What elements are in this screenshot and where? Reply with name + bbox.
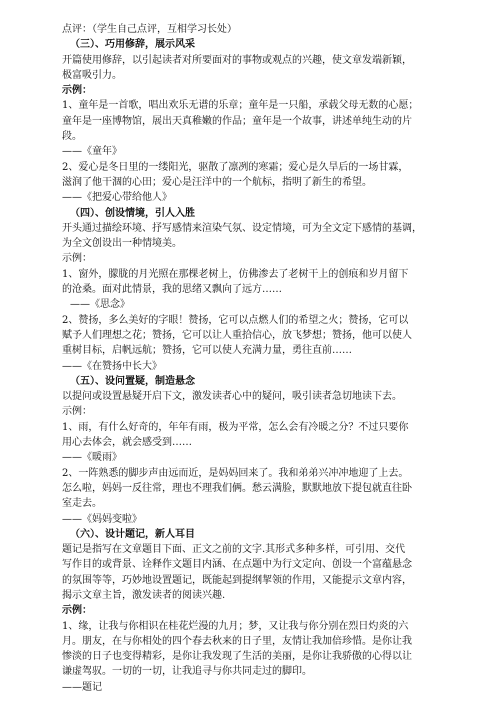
- text-line: ——题记: [62, 681, 102, 693]
- section-heading: （四）、创设情境，引人入胜: [70, 207, 195, 219]
- text-line: 示例：: [62, 406, 92, 418]
- text-line: 题记是指写在文章题目下面、正文之前的文字.其形式多种多样，可引用、交代: [62, 544, 406, 556]
- text-line: 的沧桑。面对此情景，我的思绪又飘向了远方……: [62, 284, 282, 296]
- text-line: ——《暖雨》: [62, 452, 122, 464]
- text-line: 怎么啦，妈妈一反往常，理也不理我们俩。愁云满脸，默默地放下提包就直往卧: [62, 482, 412, 494]
- text-line: ——《妈妈变啦》: [62, 513, 142, 525]
- text-line: 2、一阵熟悉的脚步声由远而近，是妈妈回来了。我和弟弟兴冲冲地迎了上去。: [62, 467, 409, 479]
- text-line: 2、爱心是冬日里的一缕阳光，驱散了凛冽的寒霜；爱心是久旱后的一场甘霖，: [62, 161, 409, 173]
- text-line: 点评：（学生自己点评，互相学习长处）: [62, 24, 237, 35]
- text-line: 以提问或设置悬疑开启下文，激发读者心中的疑问，吸引读者急切地读下去。: [62, 391, 402, 403]
- section-heading: （五）、设问置疑，制造悬念: [70, 375, 195, 387]
- text-line: 的氛围等等，巧妙地设置题记，既能起到提纲挈领的作用，又能提示文章内容，: [62, 574, 412, 586]
- text-line: 为全文创设出一种情境美。: [62, 238, 182, 250]
- text-line: 写作目的或背景、诠释作文题目内涵、在点题中为行文定向、创设一个富蕴悬念: [62, 559, 412, 571]
- text-line: 月。朋友，在与你相处的四个春去秋来的日子里，友情让我加倍珍惜。是你让我: [62, 635, 412, 647]
- text-line: 重树目标，启帆远航；赞扬，它可以使人充满力量，勇往直前……: [62, 345, 352, 357]
- text-line: 室走去。: [62, 498, 102, 510]
- text-line: 惨淡的日子也变得精彩，是你让我发现了生活的美丽，是你让我骄傲的心得以让: [62, 651, 412, 663]
- text-line: ——《在赞扬中长大》: [62, 360, 162, 372]
- text-line: ——《把爱心带给他人》: [62, 192, 172, 204]
- text-line: 开头通过描绘环境、抒写感情来渲染气氛、设定情境，可为全文定下感情的基调，: [62, 222, 422, 234]
- text-line: 谦虚驾驭。一切的一切，让我追寻与你共同走过的脚印。: [62, 666, 312, 678]
- text-line: 赋予人们理想之花；赞扬，它可以让人重拾信心，放飞梦想；赞扬，他可以使人: [62, 329, 412, 341]
- section-heading: （六）、设计题记，新人耳目: [70, 528, 195, 540]
- text-line: ——《思念》: [70, 299, 130, 311]
- text-line: 极富吸引力。: [62, 69, 122, 81]
- text-line: 1、缘，让我与你相识在桂花烂漫的九月；梦，又让我与你分别在烈日灼炎的六: [62, 620, 409, 632]
- text-line: 2、赞扬，多么美好的字眼！赞扬，它可以点燃人们的希望之火；赞扬，它可以: [62, 314, 409, 326]
- section-heading: （三）、巧用修辞，展示风采: [70, 39, 195, 51]
- text-line: 1、童年是一首歌，唱出欢乐无谱的乐章；童年是一只船，承载父母无数的心愿；: [62, 100, 419, 112]
- text-line: 1、雨，有什么好奇的，年年有雨，极为平常，怎么会有冷暖之分？不过只要你: [62, 421, 409, 433]
- text-line: 1、窗外，朦胧的月光照在那棵老树上，仿佛渗去了老树干上的创痕和岁月留下: [62, 268, 409, 280]
- text-line: 童年是一座博物馆，展出天真稚嫩的作品；童年是一个故事，讲述单纯生动的片: [62, 115, 412, 127]
- text-line: 示例：: [62, 253, 92, 265]
- text-line: 示例：: [62, 605, 92, 617]
- text-line: 段。: [62, 131, 82, 143]
- text-line: ——《童年》: [62, 146, 122, 158]
- text-line: 开篇使用修辞，以引起读者对所要面对的事物或观点的兴趣，使文章发端新颖，: [62, 54, 412, 66]
- text-line: 用心去体会，就会感受到……: [62, 437, 192, 449]
- text-line: 示例：: [62, 85, 92, 97]
- text-line: 揭示文章主旨，激发读者的阅读兴趣.: [62, 589, 226, 601]
- text-line: 滋润了他干涸的心田；爱心是汪洋中的一个航标，指明了新生的希望。: [62, 176, 372, 188]
